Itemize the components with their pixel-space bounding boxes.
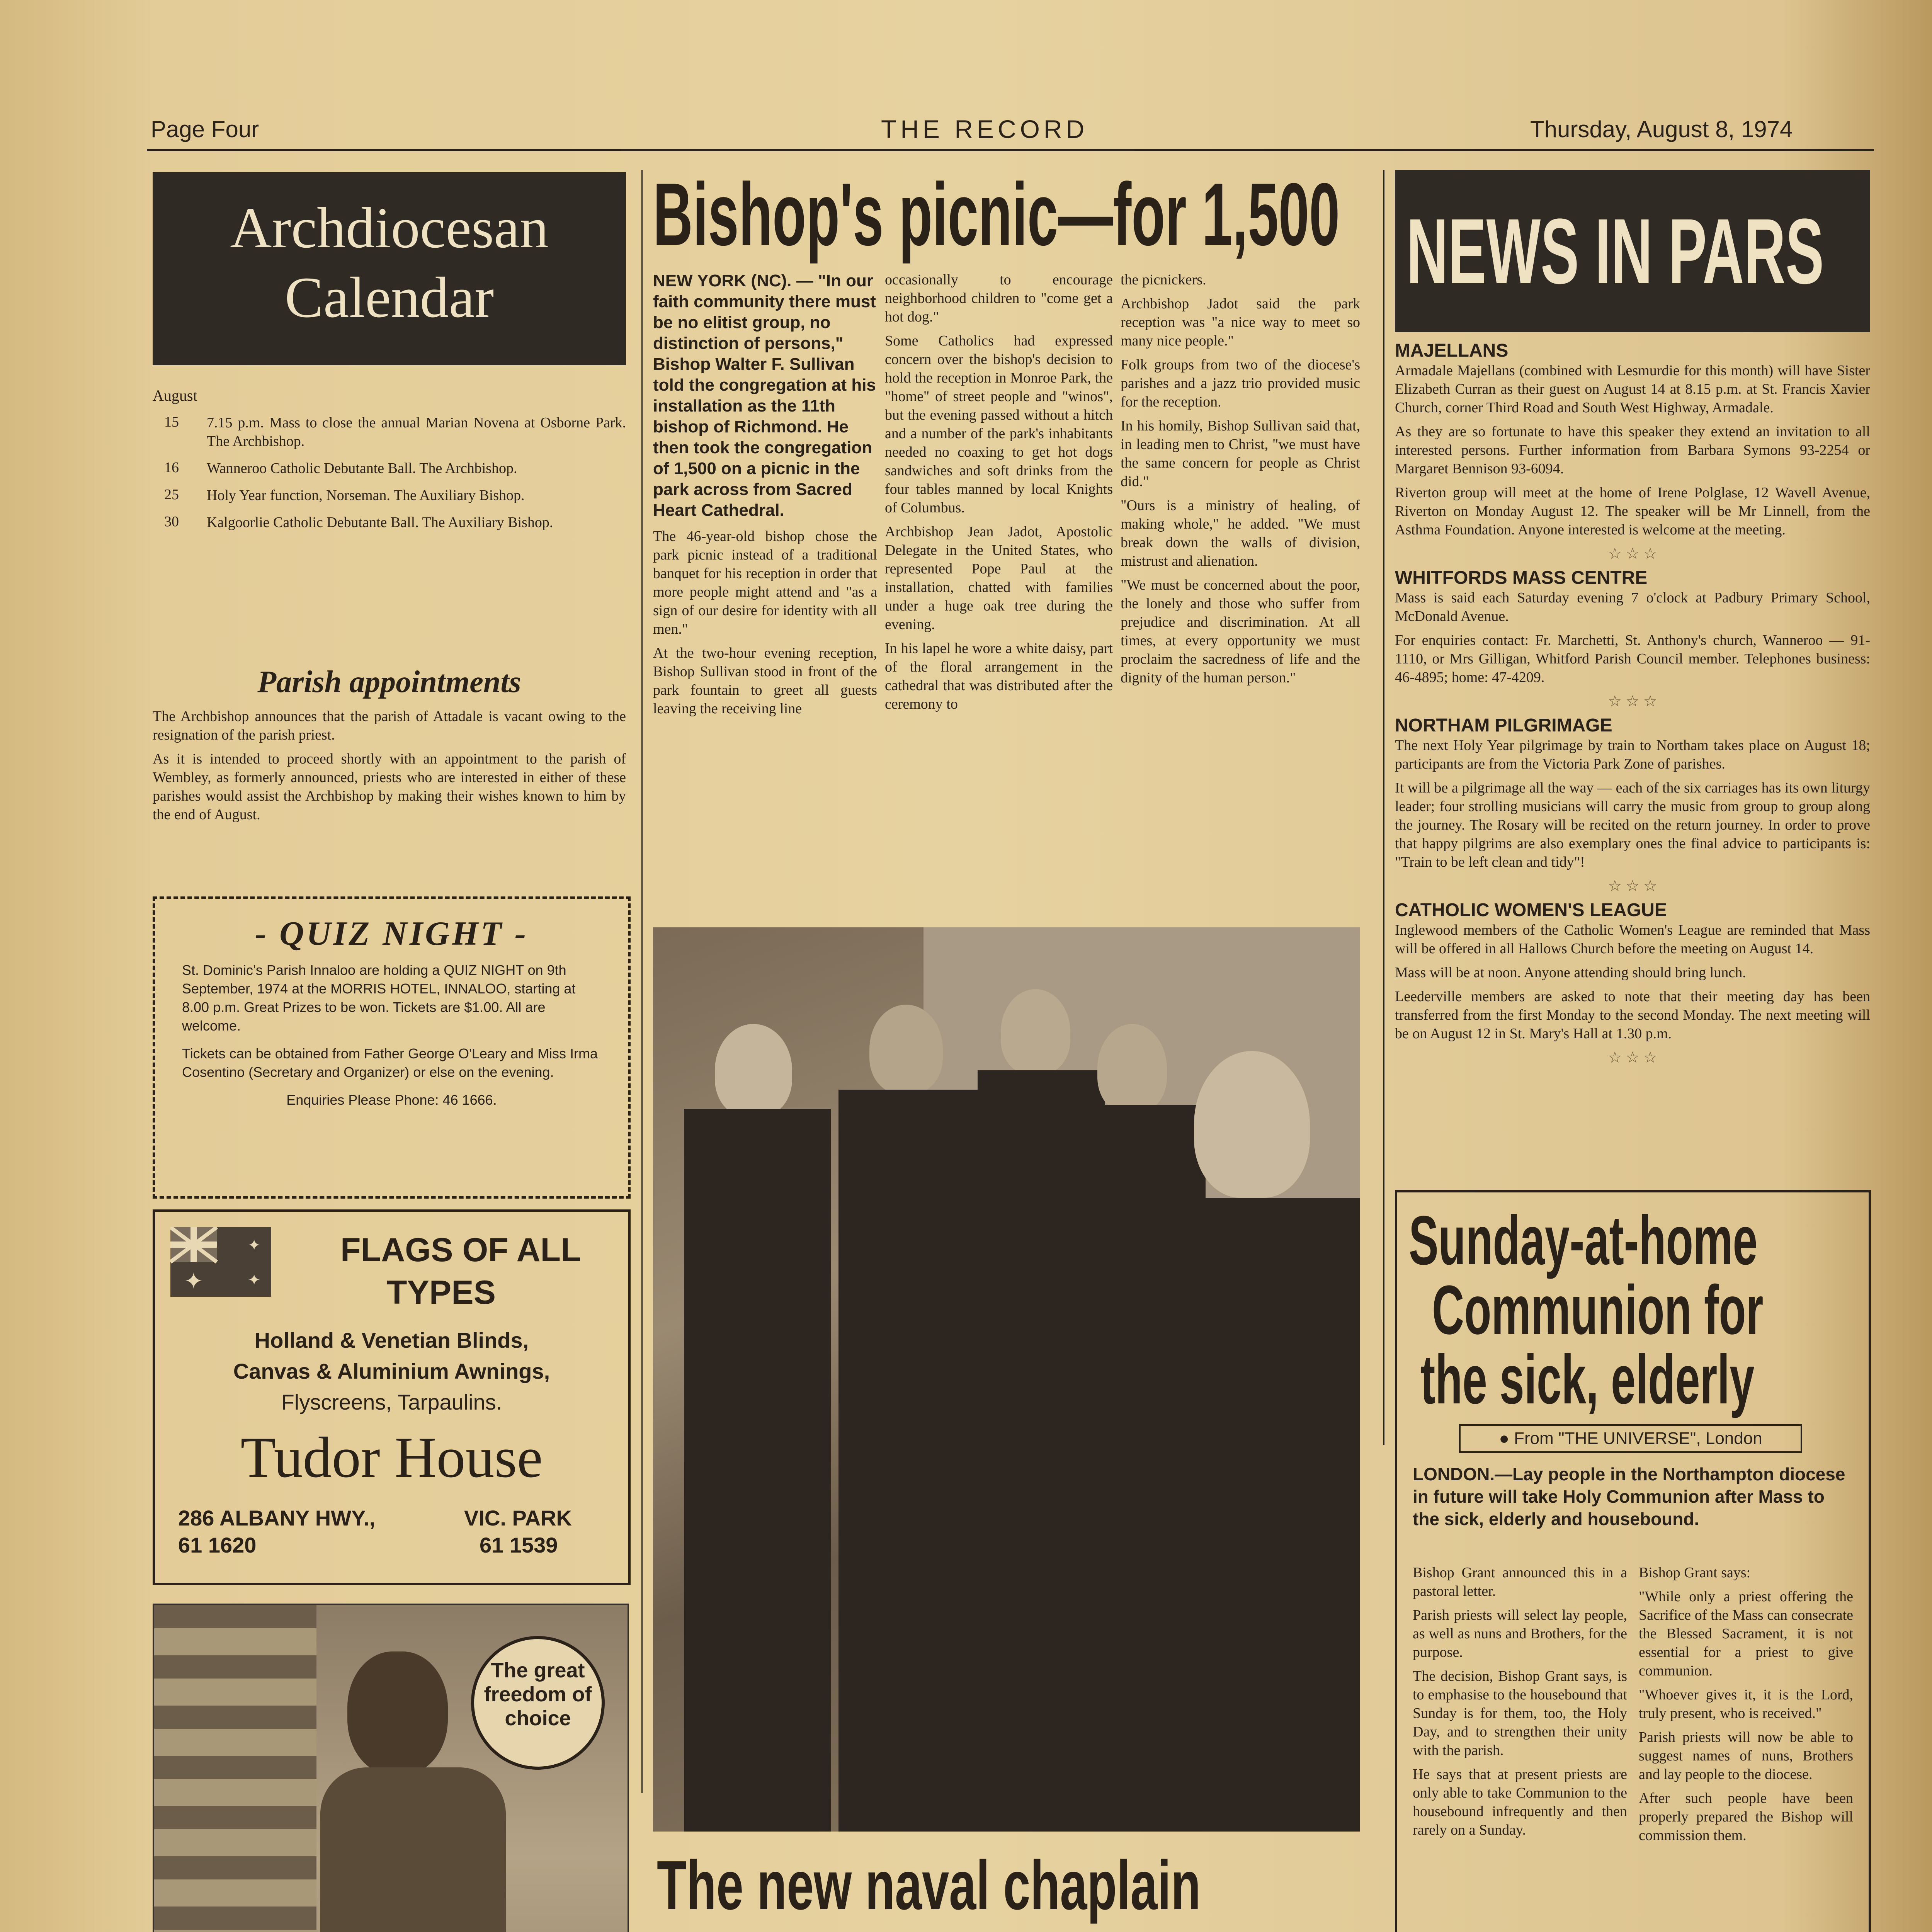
calendar-title-2: Calendar: [284, 265, 494, 330]
recruit-body: [1148, 1198, 1360, 1832]
news-in-pars-masthead: NEWS IN PARS: [1395, 170, 1870, 332]
tudor-suburb: VIC. PARK: [464, 1506, 572, 1530]
communion-headline-3: the sick, elderly: [1420, 1341, 1755, 1418]
svg-text:✦: ✦: [184, 1269, 204, 1294]
charlie-carters-ad: [153, 1604, 629, 1932]
calendar-title-1: Archdiocesan: [230, 196, 549, 260]
appointments-text: The Archbishop announces that the parish of Attadale is vacant owing to the resignation of the parish priest. As it is intended to proceed shortly with an appointment to the parish of Wembley, as formerly announced, priests who are interested in either of these parishes would assist the Archbishop by making their wishes known to him by the end of August.: [153, 708, 626, 823]
chaplain-headline: The new naval chaplain: [657, 1847, 1201, 1924]
recruit-face: [1001, 989, 1070, 1074]
chaplain-face: [715, 1024, 792, 1117]
svg-text:✦: ✦: [248, 1271, 261, 1289]
bishop-headline: Bishop's picnic—for 1,500: [653, 165, 1340, 264]
calendar-list: [153, 413, 626, 540]
communion-headline-2: Communion for: [1432, 1271, 1764, 1349]
flags-line-3: Holland & Venetian Blinds,: [254, 1328, 529, 1352]
news-item-whitfords: WHITFORDS MASS CENTRE Mass is said each Saturday evening 7 o'clock at Padbury Primary School, McDonald Avenue. For enquiries contact: Fr. Marchetti, St. Anthony's church, Wanneroo — 91-1110, or Mrs Gilligan, Whitford Parish Council member. Telephones business: 46-4895; home: 47-4209. ☆ ☆ ☆: [1395, 568, 1870, 710]
recruit-face: [1097, 1024, 1167, 1113]
communion-lede: LONDON.—Lay people in the Northampton diocese in future will take Holy Communion after Mass to the sick, elderly and housebound.: [1413, 1464, 1845, 1529]
calendar-masthead: [153, 172, 626, 365]
tudor-house-name: Tudor House: [240, 1425, 543, 1490]
masthead: THE RECORD: [881, 115, 1088, 143]
flags-line-5: Flyscreens, Tarpaulins.: [281, 1390, 502, 1414]
news-item-majellans: MAJELLANS Armadale Majellans (combined with Lesmurdie for this month) will have Sister Elizabeth Curran as their guest on August 14 at 8.15 p.m. at St. Francis Xavier Church, corner Third Road and South West Highway, Armadale. As they are so fortunate to have this speaker they extend an invitation to all interested persons. Further information from Barbara Symons 93-2254 or Margaret Bennison 93-6094. Riverton group will meet at the home of Irene Polglase, 12 Wavell Avenue, Riverton on Monday August 12. The speaker will be Mr Linnell, from the Asthma Foundation. Anyone interested is welcome at the meeting. ☆ ☆ ☆: [1395, 340, 1870, 562]
communion-col-1: Bishop Grant announced this in a pastoral letter. Parish priests will select lay people, as well as nuns and Brothers, for the purpose. The decision, Bishop Grant says, is to emphasise to the housebound that Sunday is for them, too, the Holy Day, and to strengthen their unity with the parish. He says that at present priests are only able to take Communion to the housebound infrequently and then rarely on a Sunday.: [1413, 1565, 1627, 1838]
news-items: [1395, 340, 1870, 1071]
tudor-phone-1: 61 1620: [178, 1533, 257, 1557]
calendar-entry: 15 7.15 p.m. Mass to close the annual Marian Novena at Osborne Park. The Archbishop.: [164, 414, 626, 449]
svg-text:✦: ✦: [248, 1236, 261, 1254]
shopper-figure: [347, 1651, 448, 1775]
shopper-body: [320, 1767, 506, 1932]
tudor-address: 286 ALBANY HWY.,: [178, 1506, 376, 1530]
choice-badge: The great freedom of choice: [471, 1636, 605, 1770]
header-rule: [147, 149, 1874, 151]
flags-line-1: FLAGS OF ALL: [340, 1231, 581, 1269]
calendar-entry: 25 Holy Year function, Norseman. The Auxiliary Bishop.: [164, 486, 525, 503]
bishop-col-2: occasionally to encourage neighborhood children to "come get a hot dog." Some Catholics had expressed concern over the bishop's decision to hold the reception in Monroe Park, the "home" of street people and "winos", but the evening passed without a hitch and a number of the park's inhabitants needed no coaxing to get hot dogs sandwiches and soft drinks from the four tables manned by local Knights of Columbus. Archbishop Jean Jadot, Apostolic Delegate in the United States, who represented Pope Paul at the installation, chatted with families under a huge oak tree during the evening. In his lapel he wore a white daisy, part of the floral arrangement in the cathedral that was distributed after the ceremony to: [885, 272, 1113, 712]
issue-date: Thursday, August 8, 1974: [1530, 116, 1793, 142]
quiz-title: - QUIZ NIGHT -: [255, 915, 529, 952]
recruit-face: [1194, 1051, 1310, 1198]
naval-chaplain-photo: [653, 927, 1360, 1832]
flags-ad: [153, 1209, 631, 1585]
star-divider: ☆ ☆ ☆: [1608, 877, 1657, 895]
australian-flag-icon: [170, 1227, 271, 1297]
quiz-night-box: [153, 896, 631, 1199]
news-item-cwl: CATHOLIC WOMEN'S LEAGUE Inglewood members of the Catholic Women's League are reminded that Mass will be offered in all Hallows Church before the meeting on August 14. Mass will be at noon. Anyone attending should bring lunch. Leederville members are asked to note that their meeting day has been transferred from the first Monday to the second Monday. The next meeting will be on August 12 in St. Mary's Hall at 1.30 p.m. ☆ ☆ ☆: [1395, 900, 1870, 1066]
recruit-face: [869, 1005, 943, 1094]
flags-line-2: TYPES: [387, 1274, 496, 1311]
page-number: Page Four: [151, 116, 259, 142]
communion-col-2: Bishop Grant says: "While only a priest offering the Sacrifice of the Mass can consecrate the Blessed Sacrament, it is not essential for a priest to give communion. "Whoever gives it, it is the Lord, truly present, who is received." Parish priests will now be able to suggest names of nuns, Brothers and lay people to the diocese. After such people have been properly prepared the Bishop will commission them.: [1639, 1565, 1853, 1844]
communion-headline-1: Sunday-at-home: [1409, 1202, 1758, 1279]
calendar-entry: 30 Kalgoorlie Catholic Debutante Ball. The Auxiliary Bishop.: [164, 514, 553, 531]
column-rule: [641, 170, 643, 1793]
column-rule: [1383, 170, 1384, 1445]
grocery-shelves: [154, 1605, 316, 1932]
quiz-text: St. Dominic's Parish Innaloo are holding a QUIZ NIGHT on 9th September, 1974 at the MORRIS HOTEL, INNALOO, starting at 8.00 p.m. Great Prizes to be won. Tickets are $1.00. All are welcome. Tickets can be obtained from Father George O'Leary and Miss Irma Cosentino (Secretary and Organizer) or else on the evening. Enquiries Please Phone: 46 1666.: [182, 962, 598, 1108]
chaplain-body: [684, 1109, 831, 1832]
communion-source: ● From "THE UNIVERSE", London: [1459, 1424, 1802, 1453]
bishop-col-3: the picnickers. Archbishop Jadot said the park reception was "a nice way to meet so many nice people." Folk groups from two of the diocese's parishes and a jazz trio provided music for the reception. In his homily, Bishop Sullivan said that, in leading men to Christ, "we must have the same concern for people as Christ did." "Ours is a ministry of healing, of making whole," he added. "We must break down the walls of division, mistrust and alienation. "We must be concerned about the poor, the lonely and those who suffer from prejudice and discrimination. At all times, at every opportunity we must proclaim the sacredness of life and the dignity of the human person.": [1121, 272, 1360, 686]
calendar-entry: 16 Wanneroo Catholic Debutante Ball. The Archbishop.: [164, 459, 517, 476]
star-divider: ☆ ☆ ☆: [1608, 692, 1657, 710]
news-item-northam: NORTHAM PILGRIMAGE The next Holy Year pilgrimage by train to Northam takes place on August 18; participants are from the Victoria Park Zone of parishes. It will be a pilgrimage all the way — each of the six carriages has its own liturgy leader; four strolling musicians will carry the music from group to group along the journey. The Rosary will be recited on the return journey. In order to prove that happy pilgrims are also exemplary ones the final advice to participants is: "Train to be left clean and tidy"! ☆ ☆ ☆: [1395, 715, 1870, 895]
appointments-heading: Parish appointments: [257, 665, 521, 699]
communion-article-box: [1395, 1190, 1871, 1932]
calendar-month: August: [153, 387, 197, 404]
bishop-col-1: NEW YORK (NC). — "In our faith community there must be no elitist group, no distinction of persons," Bishop Walter F. Sullivan told the congregation at his installation as the 11th bishop of Richmond. He then took the congregation of 1,500 on a picnic in the park across from Sacred Heart Cathedral. The 46-year-old bishop chose the park picnic instead of a traditional banquet for his reception in order that more people might attend and "as a sign of our desire for identity with all men." At the two-hour evening reception, Bishop Sullivan stood in front of the park fountain to greet all guests leaving the receiving line: [653, 271, 877, 717]
recruit-body: [838, 1090, 978, 1832]
star-divider: ☆ ☆ ☆: [1608, 545, 1657, 562]
tudor-phone-2: 61 1539: [480, 1533, 558, 1557]
flags-line-4: Canvas & Aluminium Awnings,: [233, 1359, 550, 1383]
star-divider: ☆ ☆ ☆: [1608, 1049, 1657, 1066]
